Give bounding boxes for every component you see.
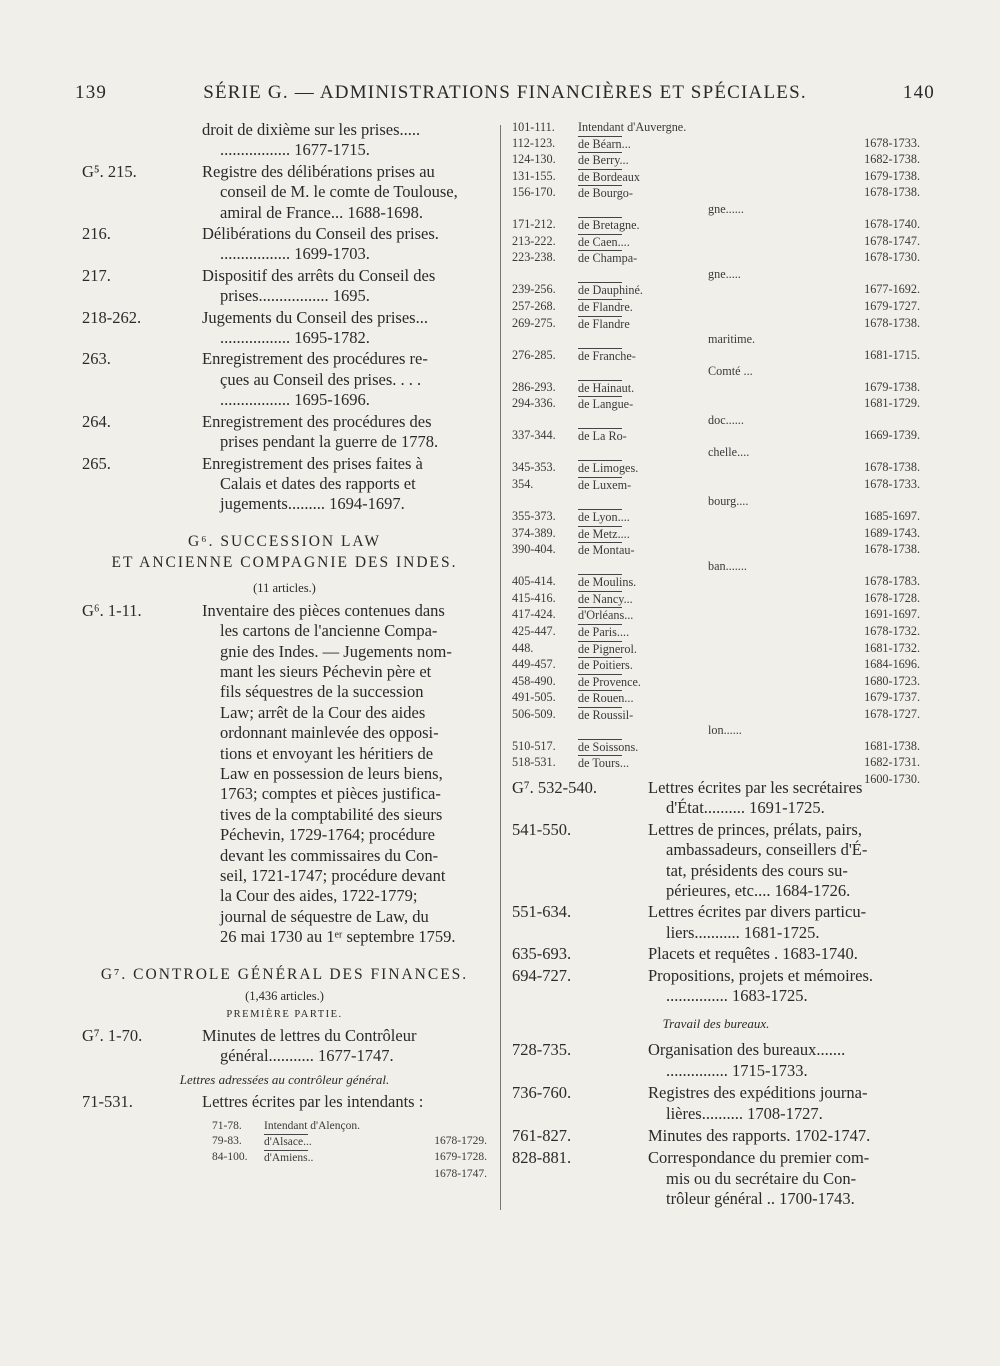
intendant-code: 354.	[512, 477, 534, 492]
intendant-code: 213-222.	[512, 233, 556, 248]
right-entries-b	[512, 1040, 920, 1209]
intendant-date: 1678-1738.	[864, 460, 920, 475]
catalog-entry	[82, 601, 487, 948]
intendant-line	[578, 428, 920, 445]
intendant-name: de Provence.	[578, 674, 641, 689]
catalog-entry	[512, 1083, 920, 1124]
entry-line: Registres des expéditions journa-	[648, 1083, 868, 1103]
entry-line: Enregistrement des procédures des	[202, 411, 432, 431]
running-header	[75, 82, 935, 112]
catalog-entry	[512, 1126, 920, 1146]
intendant-name: de Flandre	[578, 316, 630, 331]
entry-line: droit de dixième sur les prises.....	[202, 120, 421, 139]
intendant-date: 1682-1738.	[864, 152, 920, 167]
intendant-date: 1678-1747.	[434, 1167, 487, 1180]
intendant-code: 449-457.	[512, 657, 556, 672]
entry-line: ............... 1715-1733.	[666, 1060, 808, 1080]
intendant-name: d'Orléans...	[578, 608, 634, 623]
intendant-name-cont: gne.....	[708, 266, 741, 281]
intendant-code: 79-83.	[212, 1135, 242, 1148]
intendant-name: de Nancy...	[578, 591, 633, 606]
entry-line: Correspondance du premier com-	[648, 1148, 870, 1168]
intendant-name: de Lyon....	[578, 510, 630, 525]
entry-text	[202, 162, 487, 223]
intendant-name: de Bordeaux	[578, 169, 640, 184]
intendant-code: 239-256.	[512, 282, 556, 297]
intendant-code: 112-123.	[512, 135, 556, 150]
intendant-code: 71-78.	[212, 1119, 242, 1132]
entry-line: Lettres écrites par les secrétaires	[648, 777, 863, 797]
intendant-name: de Metz....	[578, 526, 630, 541]
entry-code: 263.	[82, 349, 111, 369]
intendant-name: de Paris....	[578, 624, 630, 639]
entry-code: 216.	[82, 224, 111, 244]
intendant-date: 1678-1738.	[864, 185, 920, 200]
g7-intendant-sublist	[82, 1119, 487, 1180]
intendant-date: 1678-1733.	[864, 477, 920, 492]
entry-line: Lettres écrites par divers particu-	[648, 902, 867, 922]
entry-code: 265.	[82, 453, 111, 473]
entry-code: 728-735.	[512, 1040, 572, 1060]
intendant-date: 1679-1728.	[434, 1151, 487, 1164]
intendant-date: 1680-1723.	[864, 673, 920, 688]
catalog-entry	[512, 966, 920, 1007]
entry-code: G⁵. 215.	[82, 161, 137, 181]
intendant-code: 390-404.	[512, 542, 556, 557]
entry-text	[202, 120, 487, 161]
intendant-code: 124-130.	[512, 152, 556, 167]
intendant-name: de Pignerol.	[578, 641, 637, 656]
catalog-entry	[512, 778, 920, 819]
entry-line: liers........... 1681-1725.	[666, 922, 820, 942]
intendant-entry	[578, 755, 920, 786]
entry-line: la Cour des aides, 1722-1779;	[220, 886, 418, 906]
entry-line: 1763; comptes et pièces justifica-	[220, 784, 441, 804]
intendant-name: de Franche-	[578, 348, 636, 363]
entry-line: tat, présidents des cours su-	[666, 860, 848, 880]
entry-line: périeures, etc.... 1684-1726.	[666, 880, 851, 900]
right-entries-a	[512, 778, 920, 1006]
intendant-date: 1678-1727.	[864, 706, 920, 721]
entry-line: Lettres de princes, prélats, pairs,	[648, 819, 862, 839]
intendant-date: 1679-1727.	[864, 299, 920, 314]
intendant-line	[578, 348, 920, 365]
intendant-code: 294-336.	[512, 396, 556, 411]
entry-text	[202, 412, 487, 453]
intendant-code: 286-293.	[512, 379, 556, 394]
intendant-name: de Soissons.	[578, 739, 639, 754]
intendant-name-cont: maritime.	[708, 332, 756, 347]
entry-text	[648, 778, 920, 819]
page-number-right: 140	[902, 82, 935, 103]
entry-code: G⁷. 1-70.	[82, 1025, 143, 1045]
intendant-line	[578, 316, 920, 333]
entry-text	[648, 1040, 920, 1081]
catalog-entry	[512, 1148, 920, 1209]
entry-code: 828-881.	[512, 1148, 572, 1168]
intendant-date: 1679-1738.	[864, 379, 920, 394]
section-heading-g6-line2: ET ANCIENNE COMPAGNIE DES INDES.	[111, 553, 458, 571]
intendant-line	[578, 185, 920, 202]
intendant-code: 417-424.	[512, 607, 556, 622]
g6-article-count: (11 articles.)	[253, 580, 316, 595]
catalog-entry	[82, 266, 487, 307]
entry-line: ................. 1695-1696.	[220, 390, 370, 410]
intendant-date: 1679-1738.	[864, 168, 920, 183]
entry-code: 551-634.	[512, 902, 572, 922]
intendant-code: 491-505.	[512, 690, 556, 705]
entry-line: seil, 1721-1747; procédure devant	[220, 866, 446, 885]
intendant-date: 1679-1737.	[864, 690, 920, 705]
intendant-name-cont: doc......	[708, 412, 744, 427]
entry-line: Registre des délibérations prises au	[202, 161, 435, 181]
intendant-line	[578, 542, 920, 559]
g7-article-count: (1,436 articles.)	[245, 988, 324, 1003]
entry-line: gnie des Indes. — Jugements nom-	[220, 641, 452, 661]
intendant-code: 458-490.	[512, 673, 556, 688]
intendant-name: de La Ro-	[578, 429, 627, 444]
intendant-line	[578, 396, 920, 413]
intendant-name: de Moulins.	[578, 575, 637, 590]
intendant-name: de Montau-	[578, 543, 635, 558]
entry-line: Placets et requêtes . 1683-1740.	[648, 944, 858, 964]
intendant-code: 257-268.	[512, 299, 556, 314]
intendant-name: Intendant d'Auvergne.	[578, 120, 687, 134]
entry-code: 541-550.	[512, 819, 572, 839]
intendant-row	[212, 1150, 487, 1180]
entry-line: Law; arrêt de la Cour des aides	[220, 702, 426, 722]
entry-line: prises pendant la guerre de 1778.	[220, 432, 439, 452]
entry-line: Organisation des bureaux.......	[648, 1040, 846, 1060]
catalog-entry	[82, 224, 487, 265]
intendant-name: de Bourgo-	[578, 186, 633, 201]
intendant-name-cont: bourg....	[708, 493, 749, 508]
catalog-entry	[82, 120, 487, 161]
intendant-name: Intendant d'Alençon.	[264, 1119, 360, 1132]
entry-text	[202, 601, 487, 948]
intendant-date: 1600-1730.	[864, 771, 920, 786]
entry-line: Lettres écrites par les intendants :	[202, 1092, 424, 1112]
intendant-code: 510-517.	[512, 738, 556, 753]
intendant-entry	[264, 1150, 487, 1180]
intendant-date: 1684-1696.	[864, 657, 920, 672]
entry-line: ................. 1699-1703.	[220, 244, 370, 264]
entry-line: ................. 1677-1715.	[220, 140, 370, 160]
intendant-date: 1681-1732.	[864, 640, 920, 655]
intendant-code: 425-447.	[512, 623, 556, 638]
entry-line: prises................. 1695.	[220, 286, 370, 306]
intendant-code: 337-344.	[512, 428, 556, 443]
entry-line: ordonnant mainlevée des opposi-	[220, 723, 439, 743]
entry-text	[648, 820, 920, 902]
intendant-line	[578, 250, 920, 267]
intendant-date: 1678-1733.	[864, 135, 920, 150]
catalog-entry	[82, 1026, 487, 1067]
intendant-date: 1685-1697.	[864, 509, 920, 524]
catalog-entry	[512, 1040, 920, 1081]
catalog-entry	[82, 349, 487, 410]
intendant-date: 1678-1740.	[864, 217, 920, 232]
entry-line: tives de la comptabilité des sieurs	[220, 804, 443, 824]
entry-line: Minutes de lettres du Contrôleur	[202, 1025, 417, 1045]
g5-entries	[82, 120, 487, 515]
intendant-code: 506-509.	[512, 706, 556, 721]
intendant-date: 1678-1738.	[864, 315, 920, 330]
intendant-date: 1678-1730.	[864, 250, 920, 265]
entry-line: Inventaire des pièces contenues dans	[202, 600, 445, 620]
intendant-name: de Flandre.	[578, 300, 633, 315]
entry-code: G⁷. 532-540.	[512, 777, 598, 797]
intendant-name: de Béarn...	[578, 136, 631, 151]
g6-entry	[82, 601, 487, 948]
intendant-code: 269-275.	[512, 315, 556, 330]
intendant-name: de Langue-	[578, 397, 634, 412]
entry-code: G⁶. 1-11.	[82, 600, 142, 620]
left-column	[82, 120, 487, 1182]
entry-line: mant les sieurs Péchevin père et	[220, 661, 432, 681]
entry-line: Enregistrement des prises faites à	[202, 453, 423, 473]
intendant-line	[578, 707, 920, 724]
entry-text	[202, 1092, 487, 1112]
column-divider	[500, 125, 501, 1210]
intendant-name-cont: ban.......	[708, 558, 747, 573]
intendant-date: 1669-1739.	[864, 428, 920, 443]
entry-line: conseil de M. le comte de Toulouse,	[220, 182, 458, 202]
intendant-name: de Rouen...	[578, 691, 634, 706]
page-number-left: 139	[75, 82, 108, 103]
g7-entry-minutes	[82, 1026, 487, 1067]
intendant-row	[512, 755, 920, 786]
intendant-line	[578, 299, 920, 330]
intendant-name: de Poitiers.	[578, 658, 633, 673]
entry-line: amiral de France... 1688-1698.	[220, 202, 423, 222]
intendant-code: 448.	[512, 640, 534, 655]
entry-line: 26 mai 1730 au 1ᵉʳ septembre 1759.	[220, 927, 456, 947]
entry-line: Law en possession de leurs biens,	[220, 763, 443, 783]
section-heading-g7: G⁷. CONTROLE GÉNÉRAL DES FINANCES.	[100, 965, 469, 983]
intendant-code: 156-170.	[512, 185, 556, 200]
entry-line: Enregistrement des procédures re-	[202, 349, 428, 369]
intendant-name: de Luxem-	[578, 478, 632, 493]
intendant-name: de Caen....	[578, 234, 630, 249]
intendant-date: 1678-1783.	[864, 574, 920, 589]
entry-line: les cartons de l'ancienne Compa-	[220, 621, 438, 641]
entry-line: lières.......... 1708-1727.	[666, 1103, 823, 1123]
intendant-date: 1691-1697.	[864, 607, 920, 622]
intendant-code: 345-353.	[512, 460, 556, 475]
entry-code: 217.	[82, 265, 111, 285]
entry-text	[202, 454, 487, 515]
intendant-line	[578, 755, 920, 786]
entry-text	[202, 266, 487, 307]
entry-text	[648, 944, 920, 964]
entry-line: d'État.......... 1691-1725.	[666, 798, 825, 818]
entry-text	[202, 224, 487, 265]
intendant-date: 1678-1732.	[864, 623, 920, 638]
intendant-code: 374-389.	[512, 525, 556, 540]
intendant-code: 405-414.	[512, 574, 556, 589]
intendant-date: 1681-1738.	[864, 738, 920, 753]
intendant-code: 171-212.	[512, 217, 556, 232]
entry-line: Jugements du Conseil des prises...	[202, 307, 428, 327]
intendant-name-cont: gne......	[708, 201, 744, 216]
intendant-code: 101-111.	[512, 120, 555, 134]
entry-text	[202, 1026, 487, 1067]
entry-line: mis ou du secrétaire du Con-	[666, 1168, 857, 1188]
intendant-name: de Tours...	[578, 756, 630, 771]
entry-line: Minutes des rapports. 1702-1747.	[648, 1125, 871, 1145]
catalog-entry	[82, 454, 487, 515]
right-italic-subheading: Travail des bureaux.	[662, 1016, 770, 1032]
entry-text	[648, 902, 920, 943]
intendant-date: 1677-1692.	[864, 282, 920, 297]
intendant-code: 276-285.	[512, 347, 556, 362]
intendant-name: d'Alsace...	[264, 1136, 312, 1149]
intendant-date: 1681-1715.	[864, 347, 920, 362]
intendant-name-cont: Comté ...	[708, 364, 753, 379]
entry-line: ................. 1695-1782.	[220, 328, 370, 348]
g7-italic-subheading: Lettres adressées au contrôleur général.	[179, 1072, 390, 1088]
intendant-line	[264, 1150, 487, 1180]
entry-text	[648, 1083, 920, 1124]
intendant-name: d'Amiens..	[264, 1152, 314, 1165]
intendant-list	[512, 120, 920, 786]
intendant-code: 131-155.	[512, 168, 556, 183]
entry-line: jugements......... 1694-1697.	[220, 494, 405, 514]
section-heading-g6-line1: G⁶. SUCCESSION LAW	[187, 532, 382, 550]
catalog-entry	[512, 820, 920, 902]
catalog-entry	[512, 944, 920, 964]
right-column	[512, 120, 920, 1210]
intendant-date: 1678-1729.	[434, 1135, 487, 1148]
intendant-date: 1678-1747.	[864, 233, 920, 248]
intendant-name: de Dauphiné.	[578, 283, 643, 298]
intendant-line	[578, 477, 920, 494]
entry-code: 761-827.	[512, 1125, 572, 1145]
g7-part-label: PREMIÈRE PARTIE.	[226, 1008, 343, 1020]
intendant-date: 1682-1731.	[864, 755, 920, 770]
entry-code: 218-262.	[82, 307, 142, 327]
entry-text	[648, 1148, 920, 1209]
entry-line: çues au Conseil des prises. . . .	[220, 369, 422, 389]
intendant-date: 1689-1743.	[864, 525, 920, 540]
running-title: SÉRIE G. — ADMINISTRATIONS FINANCIÈRES ET SPÉCIALES.	[203, 82, 807, 103]
intendant-code: 84-100.	[212, 1151, 248, 1164]
intendant-name: de Hainaut.	[578, 380, 635, 395]
catalog-entry	[82, 412, 487, 453]
intendant-name-cont: lon......	[708, 723, 742, 738]
entry-line: ambassadeurs, conseillers d'É-	[666, 840, 868, 860]
intendant-name-cont: chelle....	[708, 444, 750, 459]
entry-line: journal de séquestre de Law, du	[220, 906, 429, 926]
intendant-name: de Champa-	[578, 251, 638, 266]
intendant-date: 1678-1728.	[864, 590, 920, 605]
entry-code: 264.	[82, 411, 111, 431]
g7-entry-intendants	[82, 1092, 487, 1112]
intendant-name: de Berry...	[578, 153, 629, 168]
intendant-code: 223-238.	[512, 250, 556, 265]
intendant-code: 518-531.	[512, 755, 556, 770]
intendant-name: de Roussil-	[578, 707, 634, 722]
entry-line: Dispositif des arrêts du Conseil des	[202, 265, 436, 285]
entry-code: 71-531.	[82, 1092, 133, 1112]
catalog-entry	[82, 162, 487, 223]
intendant-date: 1681-1729.	[864, 396, 920, 411]
entry-line: Péchevin, 1729-1764; procédure	[220, 825, 435, 845]
entry-code: 635-693.	[512, 944, 572, 964]
catalog-entry	[82, 308, 487, 349]
entry-line: Délibérations du Conseil des prises.	[202, 224, 439, 244]
entry-line: devant les commissaires du Con-	[220, 845, 439, 865]
entry-text	[202, 308, 487, 349]
intendant-name: de Limoges.	[578, 461, 639, 476]
entry-line: Propositions, projets et mémoires.	[648, 965, 874, 985]
entry-text	[648, 966, 920, 1007]
entry-text	[648, 1126, 920, 1146]
intendant-entry	[578, 299, 920, 330]
entry-line: tions et envoyant les héritiers de	[220, 743, 434, 763]
entry-line: ............... 1683-1725.	[666, 985, 808, 1005]
intendant-code: 415-416.	[512, 590, 556, 605]
entry-line: général........... 1677-1747.	[220, 1046, 394, 1066]
intendant-date: 1678-1738.	[864, 542, 920, 557]
entry-text	[202, 349, 487, 410]
entry-line: fils séquestres de la succession	[220, 682, 424, 702]
intendant-code: 355-373.	[512, 509, 556, 524]
entry-line: trôleur général .. 1700-1743.	[666, 1189, 855, 1209]
catalog-entry	[512, 902, 920, 943]
catalog-entry	[82, 1092, 487, 1112]
entry-line: Calais et dates des rapports et	[220, 473, 416, 493]
intendant-name: de Bretagne.	[578, 218, 640, 233]
entry-code: 736-760.	[512, 1083, 572, 1103]
entry-code: 694-727.	[512, 965, 572, 985]
